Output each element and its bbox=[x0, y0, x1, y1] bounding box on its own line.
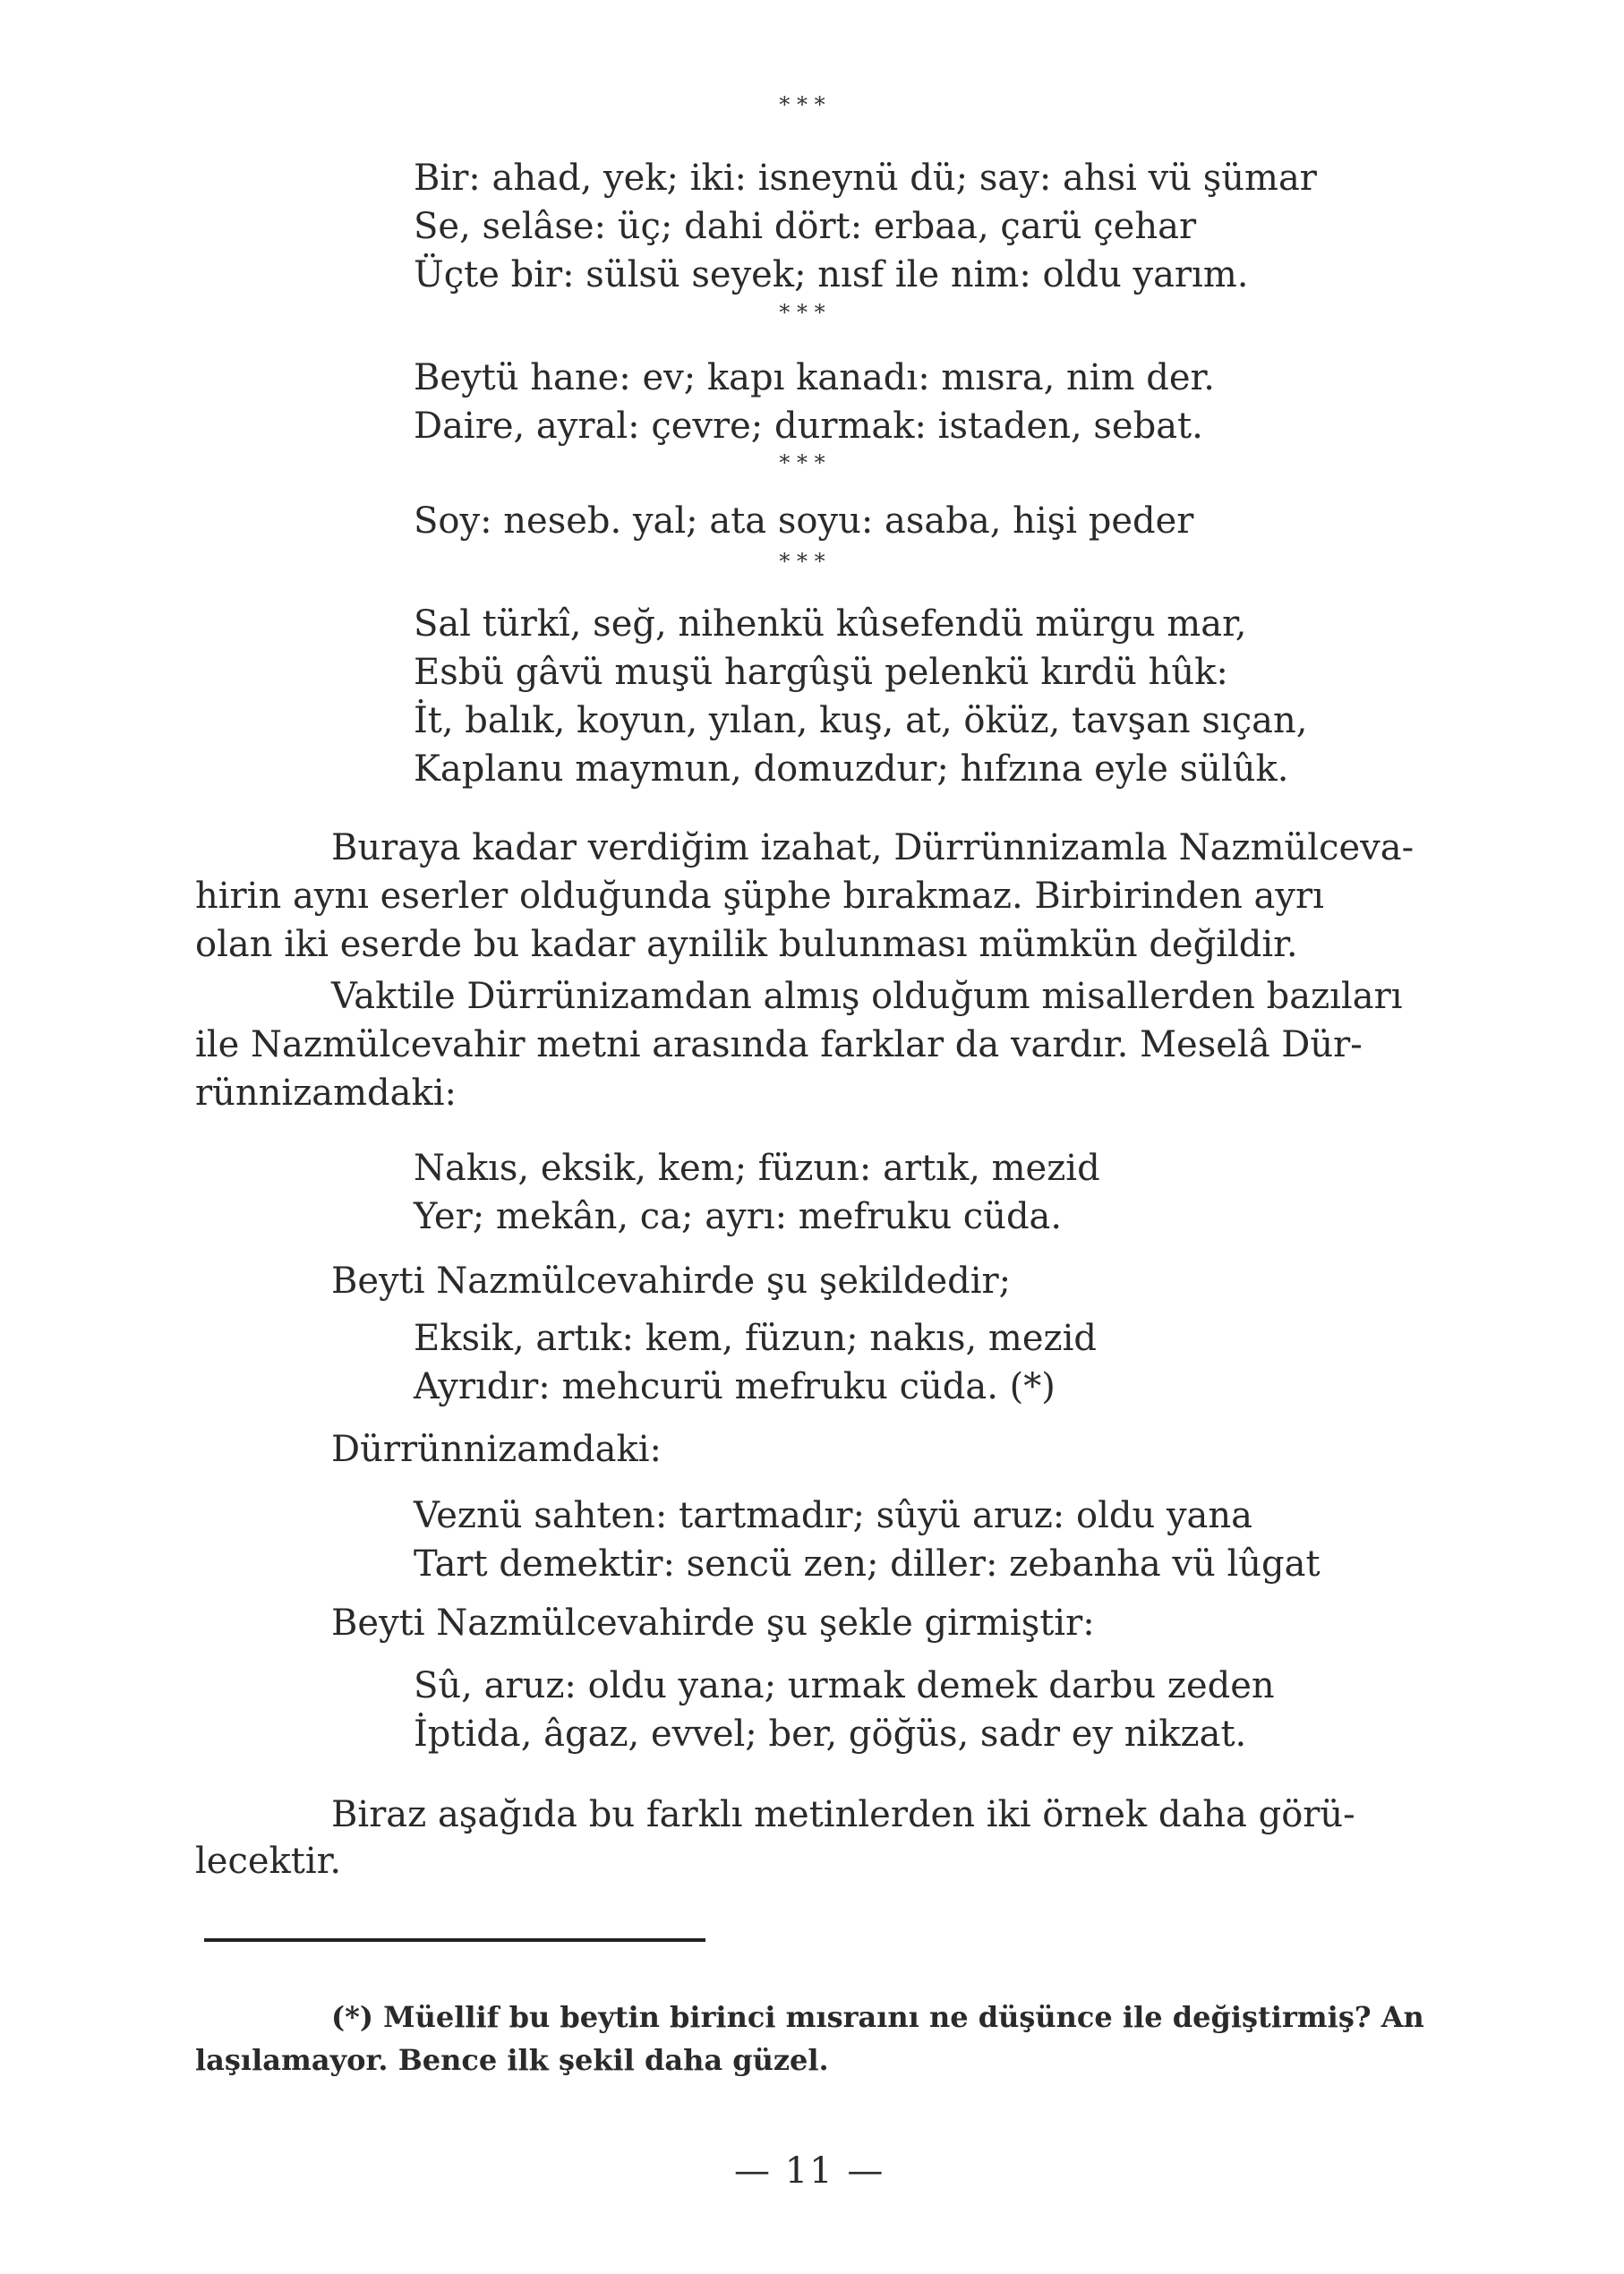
verse-line: Nakıs, eksik, kem; füzun: artık, mezid bbox=[414, 1148, 1100, 1189]
footnote-line: laşılamayor. Bence ilk şekil daha güzel. bbox=[195, 2043, 829, 2077]
paragraph-line: hirin aynı eserler olduğunda şüphe bırakmaz. Birbirinden ayrı bbox=[195, 876, 1324, 917]
paragraph-line: Biraz aşağıda bu farklı metinlerden iki örnek daha görü- bbox=[331, 1794, 1355, 1835]
stanza-separator-1: * * * bbox=[779, 92, 825, 117]
footnote-rule bbox=[204, 1938, 705, 1942]
paragraph-line: olan iki eserde bu kadar aynilik bulunması mümkün değildir. bbox=[195, 924, 1298, 965]
paragraph-line: Buraya kadar verdiğim izahat, Dürrünnizamla Nazmülceva- bbox=[331, 827, 1415, 868]
verse-line: Beytü hane: ev; kapı kanadı: mısra, nim der. bbox=[414, 357, 1215, 398]
verse-line: İptida, âgaz, evvel; ber, göğüs, sadr ey nikzat. bbox=[414, 1714, 1247, 1755]
stanza-separator-2: * * * bbox=[779, 300, 825, 325]
example-intro: Beyti Nazmülcevahirde şu şekle girmiştir: bbox=[331, 1603, 1095, 1644]
verse-line: İt, balık, koyun, yılan, kuş, at, öküz, tavşan sıçan, bbox=[414, 700, 1308, 741]
verse-line: Daire, ayral: çevre; durmak: istaden, sebat. bbox=[414, 406, 1203, 447]
verse-line: Yer; mekân, ca; ayrı: mefruku cüda. bbox=[414, 1196, 1063, 1237]
verse-line: Eksik, artık: kem, füzun; nakıs, mezid bbox=[414, 1318, 1097, 1359]
verse-line: Bir: ahad, yek; iki: isneynü dü; say: ahsi vü şümar bbox=[414, 158, 1317, 199]
paragraph-line: lecektir. bbox=[195, 1841, 342, 1882]
verse-line: Soy: neseb. yal; ata soyu: asaba, hişi peder bbox=[414, 500, 1194, 542]
verse-line: Üçte bir: sülsü seyek; nısf ile nim: oldu yarım. bbox=[414, 254, 1249, 295]
verse-line: Se, selâse: üç; dahi dört: erbaa, çarü çehar bbox=[414, 206, 1197, 247]
verse-line: Esbü gâvü muşü hargûşü pelenkü kırdü hûk: bbox=[414, 652, 1228, 693]
example-intro: Beyti Nazmülcevahirde şu şekildedir; bbox=[331, 1261, 1012, 1302]
paragraph-line: ile Nazmülcevahir metni arasında farklar da vardır. Meselâ Dür- bbox=[195, 1024, 1363, 1065]
example-intro: Dürrünnizamdaki: bbox=[331, 1429, 662, 1470]
page-number: — 11 — bbox=[734, 2150, 885, 2192]
verse-line: Kaplanu maymun, domuzdur; hıfzına eyle sülûk. bbox=[414, 748, 1289, 790]
paragraph-line: rünnizamdaki: bbox=[195, 1073, 457, 1114]
verse-line: Tart demektir: sencü zen; diller: zebanha vü lûgat bbox=[414, 1543, 1321, 1585]
verse-line: Sal türkî, seğ, nihenkü kûsefendü mürgu mar, bbox=[414, 603, 1247, 645]
verse-line: Veznü sahten: tartmadır; sûyü aruz: oldu yana bbox=[414, 1495, 1253, 1536]
verse-line: Ayrıdır: mehcurü mefruku cüda. (*) bbox=[414, 1366, 1056, 1407]
footnote-line: (*) Müellif bu beytin birinci mısraını ne düşünce ile değiştirmiş? An bbox=[331, 2000, 1424, 2034]
paragraph-line: Vaktile Dürrünizamdan almış olduğum misallerden bazıları bbox=[331, 976, 1403, 1017]
stanza-separator-4: * * * bbox=[779, 549, 825, 574]
stanza-separator-3: * * * bbox=[779, 450, 825, 475]
verse-line: Sû, aruz: oldu yana; urmak demek darbu zeden bbox=[414, 1665, 1275, 1706]
